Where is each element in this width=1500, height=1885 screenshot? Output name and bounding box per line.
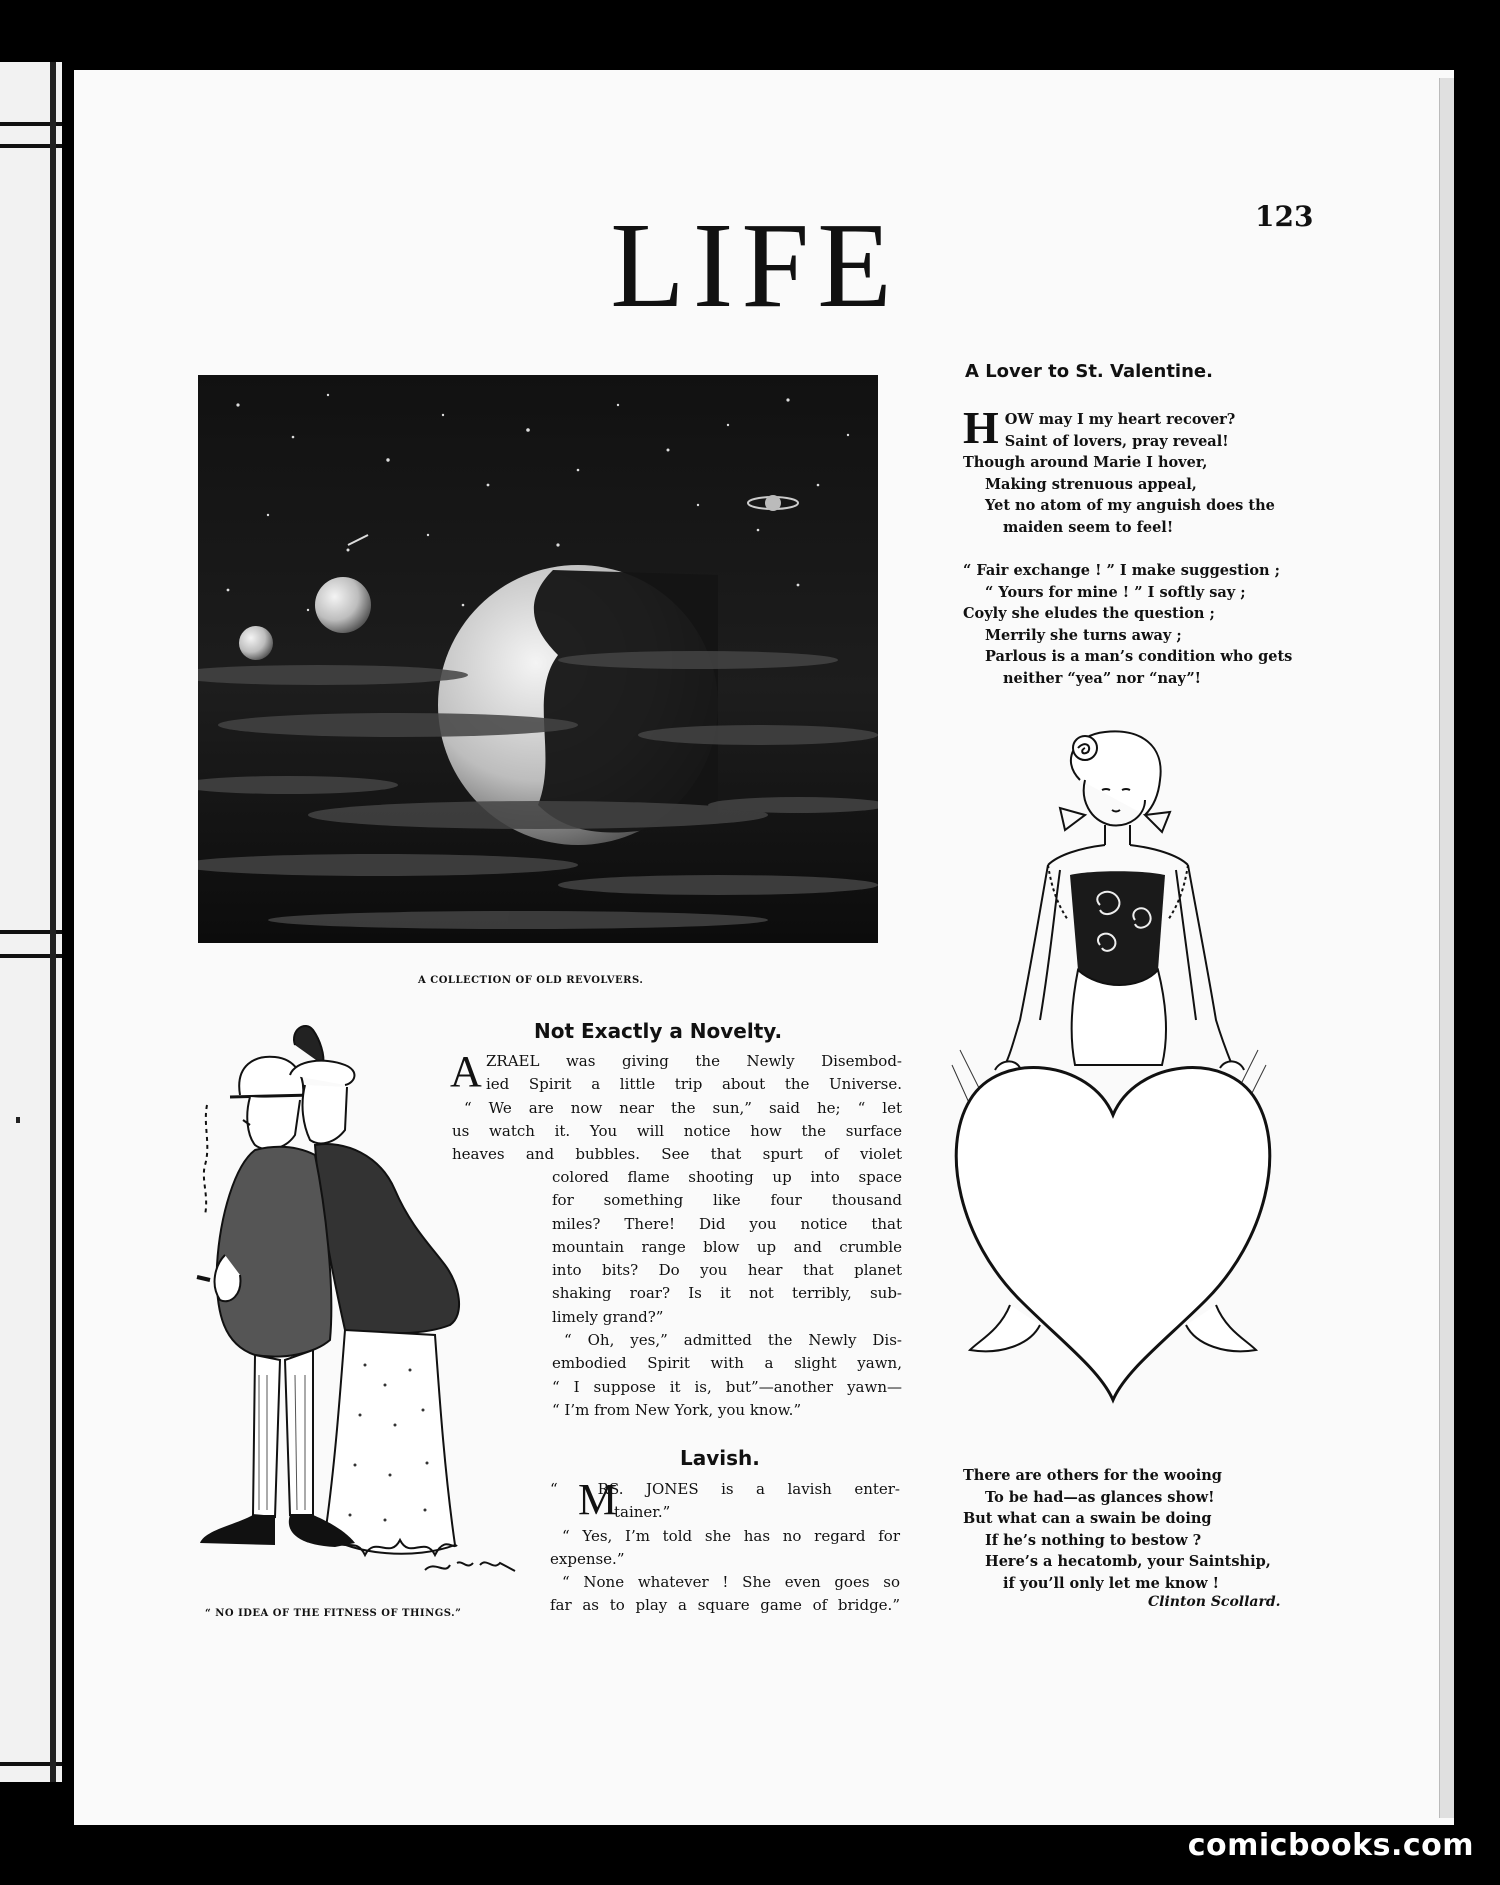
masthead: LIFE	[610, 198, 900, 333]
poem-line: Coyly she eludes the question ;	[963, 605, 1215, 622]
text-line: shaking roar? Is it not terribly, sub-	[552, 1284, 902, 1303]
poem-stanza-1	[963, 402, 1293, 538]
poem-line: Merrily she turns away ;	[985, 626, 1182, 644]
poem-line: “ Fair exchange ! ” I make suggestion ;	[963, 562, 1280, 579]
text-line: limely grand?”	[552, 1307, 664, 1326]
text-line: “ Yes, I’m told she has no regard for	[562, 1526, 900, 1545]
space-caption: A COLLECTION OF OLD REVOLVERS.	[418, 975, 644, 986]
poem-title: A Lover to St. Valentine.	[965, 361, 1213, 382]
text-line: expense.”	[550, 1549, 625, 1568]
planet-shadow	[534, 570, 718, 833]
text-line: us watch it. You will notice how the surface	[452, 1121, 902, 1140]
poem-line: If he’s nothing to bestow ?	[985, 1531, 1202, 1549]
article-title-lavish: Lavish.	[680, 1446, 760, 1470]
drop-cap: A	[450, 1047, 482, 1096]
poem-stanza-3	[963, 1465, 1293, 1594]
text-line: ZRAEL was giving the Newly Disembod-	[486, 1052, 902, 1070]
text-line: tainer.”	[614, 1503, 671, 1522]
text-line	[550, 1478, 900, 1501]
poem-line: maiden seem to feel!	[1003, 518, 1174, 536]
woman-coat	[315, 1144, 459, 1333]
poem-line: Yet no atom of my anguish does the	[985, 497, 1275, 514]
poem-line: To be had—as glances show!	[985, 1488, 1215, 1506]
site-watermark: comicbooks.com	[1187, 1828, 1474, 1863]
girl-with-heart-drawing	[940, 720, 1285, 1410]
poem-line: Though around Marie I hover,	[963, 454, 1208, 471]
poem-line: Parlous is a man’s condition who gets	[985, 648, 1293, 665]
poem-line: Saint of lovers, pray reveal!	[1004, 432, 1229, 450]
space-illustration	[198, 375, 878, 943]
ringed-planet	[765, 495, 781, 511]
planets-image	[198, 375, 878, 943]
man-coat	[217, 1147, 332, 1357]
text-line: ied Spirit a little trip about the Universe.	[486, 1075, 902, 1094]
poem-line: But what can a swain be doing	[963, 1510, 1212, 1527]
text-line: “ We are now near the sun,” said he; “ let	[464, 1098, 902, 1117]
poem-line: OW may I my heart recover?	[1004, 411, 1236, 428]
poem-stanza-2	[963, 560, 1293, 689]
text-line: “ Oh, yes,” admitted the Newly Dis-	[564, 1331, 902, 1350]
text-line: far as to play a square game of bridge.”	[550, 1596, 900, 1615]
article-body-lavish	[550, 1475, 900, 1618]
text-line: miles? There! Did you notice that	[552, 1214, 902, 1233]
text-line: for something like four thousand	[552, 1191, 902, 1210]
bodice	[1070, 871, 1165, 985]
poem-line: “ Yours for mine ! ” I softly say ;	[985, 583, 1246, 601]
binding-line	[50, 62, 56, 1782]
poem-line: Here’s a hecatomb, your Saintship,	[985, 1553, 1271, 1570]
text-line: colored flame shooting up into space	[552, 1168, 902, 1186]
small-planet	[239, 626, 273, 660]
text-line: mountain range blow up and crumble	[552, 1237, 902, 1256]
poem-author: Clinton Scollard.	[1148, 1594, 1281, 1610]
page-number: 123	[1255, 200, 1314, 233]
drop-cap: M	[578, 1475, 618, 1524]
poem-line: There are others for the wooing	[963, 1467, 1222, 1484]
poem-line: neither “yea” nor “nay”!	[1003, 669, 1202, 687]
text-line: “ I’m from New York, you know.”	[552, 1400, 802, 1419]
cartoon-caption: “ NO IDEA OF THE FITNESS OF THINGS.”	[205, 1608, 462, 1619]
drop-cap: H	[963, 402, 999, 453]
article-body-novelty	[450, 1047, 902, 1166]
woman-skirt	[325, 1330, 455, 1554]
open-quote: “	[550, 1480, 558, 1498]
medium-planet	[315, 577, 371, 633]
text-line: heaves and bubbles. See that spurt of violet	[452, 1145, 902, 1164]
text-line: embodied Spirit with a slight yawn,	[552, 1354, 902, 1373]
page-edge	[1439, 78, 1454, 1818]
valentine-illustration	[940, 720, 1285, 1410]
poem-line: Making strenuous appeal,	[985, 475, 1197, 493]
text-line: “ I suppose it is, but”—another yawn—	[552, 1377, 902, 1396]
ink-mark	[16, 1117, 20, 1123]
adjacent-page-strip	[0, 62, 62, 1782]
article-title-novelty: Not Exactly a Novelty.	[534, 1019, 783, 1043]
text-line: into bits? Do you hear that planet	[552, 1261, 902, 1280]
text-line: “ None whatever ! She even goes so	[562, 1573, 900, 1592]
article-body-novelty-continued	[552, 1166, 902, 1422]
poem-line: if you’ll only let me know !	[1003, 1574, 1219, 1592]
text-fragment: RS. JONES is a lavish enter-	[597, 1480, 900, 1498]
